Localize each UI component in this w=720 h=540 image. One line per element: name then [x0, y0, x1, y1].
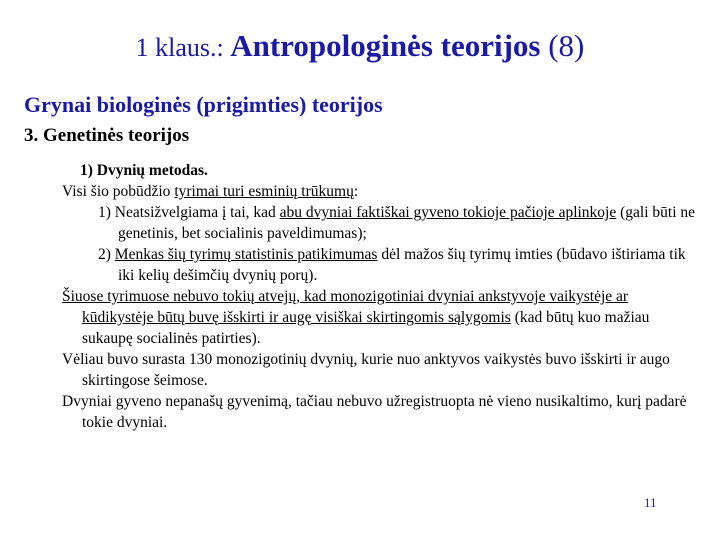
text: (gali būti ne genetinis, bet socialinis paveldimumas); [118, 204, 696, 242]
paragraph-130-twins: Vėliau buvo surasta 130 monozigotinių dvynių, kurie nuo anktyvos vaikystės buvo išskirti ir augo skirtingose šeimose. [62, 351, 670, 389]
text: dėl mažos šių tyrimų imties (būdavo ištiriama tik iki kelių dešimčių dvynių porų). [118, 246, 686, 284]
paragraph-no-cases [62, 286, 702, 349]
section-heading: Grynai biologinės (prigimties) teorijos [24, 92, 383, 117]
method-heading: 1) Dvynių metodas. [80, 162, 208, 179]
paragraph-no-crimes: Dvyniai gyveno nepanašų gyvenimą, tačiau nebuvo užregistruopta nė vieno nusikaltimo, kurį padarė tokie dvyniai. [62, 393, 687, 431]
text: (kad būtų kuo mažiau sukaupę socialinės patirties). [82, 309, 650, 347]
slide-title [0, 28, 720, 64]
link-shortcomings[interactable]: tyrimai turi esminių trūkumų [174, 183, 354, 200]
list-item-1 [62, 202, 702, 244]
title-number: (8) [540, 28, 585, 63]
link-no-cases[interactable]: Šiuose tyrimuose nebuvo tokių atvejų, kad monozigotiniai dvyniai ankstyvoje vaikystėje ar kūdikystėje būtų buvę išskirti ir augę visiškai skirtingomis sąlygomis [62, 288, 629, 326]
subsection-heading: 3. Genetinės teorijos [24, 125, 190, 146]
slide-body [62, 160, 702, 433]
paragraph-shortcomings [62, 181, 702, 202]
text: 2) [98, 246, 115, 263]
link-statistical-reliability[interactable]: Menkas šių tyrimų statistinis patikimumas [114, 246, 378, 263]
list-item-2 [62, 244, 702, 286]
link-same-environment[interactable]: abu dvyniai faktiškai gyveno tokioje pačioje aplinkoje [279, 204, 617, 221]
text: 1) Neatsižvelgiama į tai, kad [98, 204, 280, 221]
text: Visi šio pobūdžio [62, 183, 175, 200]
title-prefix: 1 klaus.: [135, 33, 231, 62]
page-number: 11 [644, 495, 657, 510]
title-main: Antropologinės teorijos [230, 28, 541, 63]
text: : [353, 183, 359, 200]
